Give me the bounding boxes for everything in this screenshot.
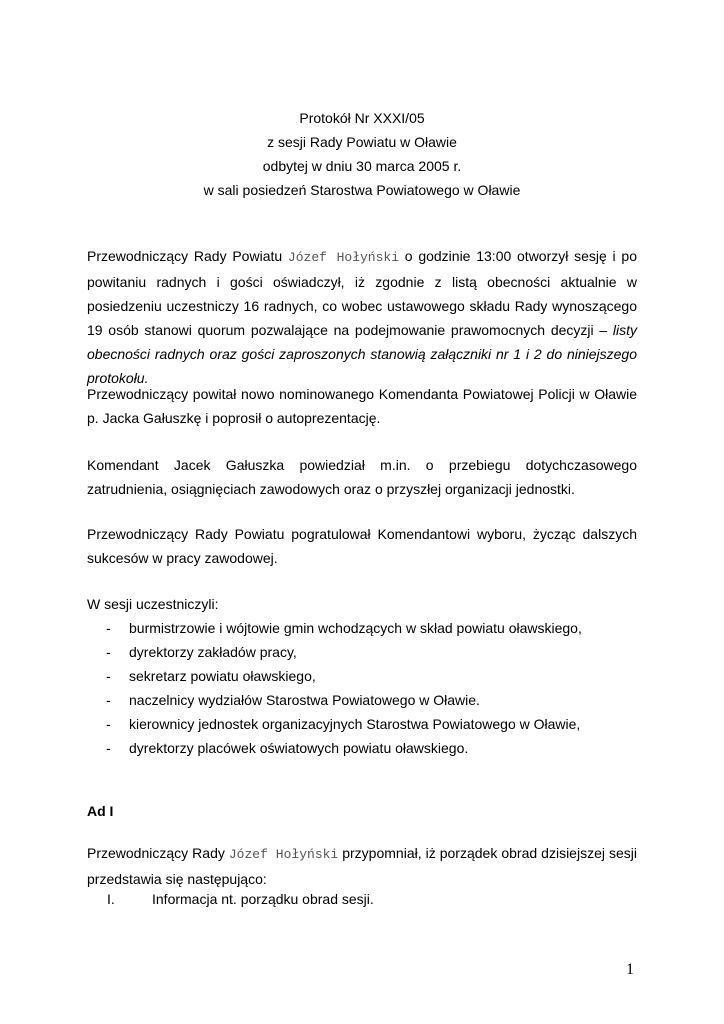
agenda-item-text: Informacja nt. porządku obrad sesji. [152, 891, 374, 907]
agenda-intro-b: przypomniał, iż porządek obrad dzisiejszej sesji przedstawia się następująco: [87, 845, 637, 887]
list-item-text: dyrektorzy placówek oświatowych powiatu oławskiego. [129, 740, 469, 756]
list-dash: - [106, 716, 111, 732]
page-number: 1 [626, 961, 634, 978]
header-title: Protokół Nr XXXI/05 [299, 110, 425, 126]
list-dash: - [106, 620, 111, 636]
opening-note: listy obecności radnych oraz gości zaproszonych stanowią załączniki nr 1 i 2 do niniejszego protokołu. [87, 322, 637, 386]
list-item [87, 664, 647, 688]
list-item [87, 640, 647, 664]
list-dash: - [106, 740, 111, 756]
agenda-item-number: I. [107, 891, 115, 907]
header-session: z sesji Rady Powiatu w Oławie [267, 134, 457, 150]
list-item-text: naczelnicy wydziałów Starostwa Powiatowego w Oławie. [129, 692, 480, 708]
paragraph-commander: Komendant Jacek Gałuszka powiedział m.in. o przebiegu dotychczasowego zatrudnienia, osiągnięciach zawodowych oraz o przyszłej organizacji jednostki. [87, 457, 637, 497]
opening-text-b: o godzinie 13:00 otworzył sesję i po powitaniu radnych i gości oświadczył, iż zgodnie z listą obecności aktualnie w posiedzeniu uczestniczy 16 radnych, co wobec ustawowego składu Rady wynoszącego 19 osób stanowi quorum pozwalające na podejmowanie prawomocnych decyzji – [87, 248, 638, 338]
header-date: odbytej w dniu 30 marca 2005 r. [262, 158, 462, 174]
list-item-text: sekretarz powiatu oławskiego, [129, 668, 316, 684]
header-location: w sali posiedzeń Starostwa Powiatowego w Oławie [203, 182, 521, 198]
list-item-text: burmistrzowie i wójtowie gmin wchodzących w skład powiatu oławskiego, [129, 620, 582, 636]
paragraph-welcome: Przewodniczący powitał nowo nominowanego Komendanta Powiatowej Policji w Oławie p. Jacka Gałuszkę i poprosił o autoprezentację. [87, 386, 637, 426]
agenda-item [107, 887, 374, 911]
paragraph-congratulations: Przewodniczący Rady Powiatu pogratulował Komendantowi wyboru, życząc dalszych sukcesów w pracy zawodowej. [87, 526, 637, 566]
paragraph-opening [87, 244, 637, 390]
list-dash: - [106, 668, 111, 684]
list-item-text: kierownicy jednostek organizacyjnych Starostwa Powiatowego w Oławie, [129, 716, 581, 732]
attendees-intro: W sesji uczestniczyli: [87, 596, 219, 612]
list-dash: - [106, 644, 111, 660]
list-item [87, 712, 647, 736]
section-heading: Ad I [87, 803, 114, 819]
list-item-text: dyrektorzy zakładów pracy, [129, 644, 297, 660]
chairman-name: Józef Hołyński [228, 847, 339, 862]
list-item [87, 688, 647, 712]
document-header [0, 106, 724, 202]
list-item [87, 616, 647, 640]
list-item [87, 736, 647, 760]
list-dash: - [106, 692, 111, 708]
agenda-intro-a: Przewodniczący Rady [87, 845, 229, 861]
opening-text-a: Przewodniczący Rady Powiatu [87, 248, 288, 264]
chairman-name: Józef Hołyński [287, 250, 400, 265]
attendees-list [87, 592, 647, 760]
paragraph-agenda-intro [87, 841, 637, 891]
